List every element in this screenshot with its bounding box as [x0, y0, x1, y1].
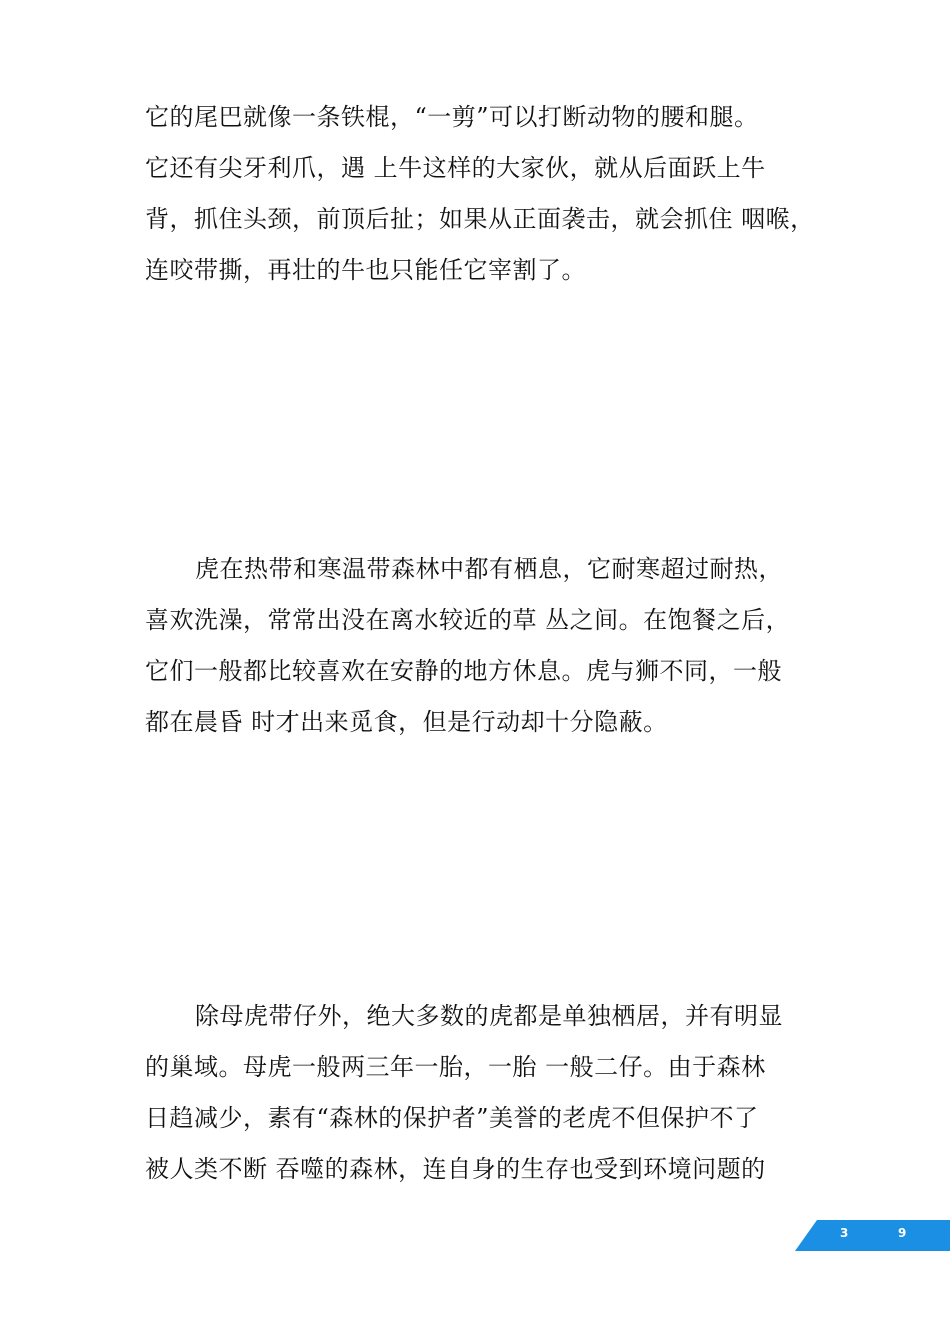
text-line: 除母虎带仔外，绝大多数的虎都是单独栖居，并有明显 — [195, 1002, 783, 1030]
text-line: 都在晨昏 时才出来觅食，但是行动却十分隐蔽。 — [145, 708, 668, 736]
text-line: 连咬带撕，再壮的牛也只能任它宰割了。 — [145, 256, 586, 284]
text-line: 被人类不断 吞噬的森林，连自身的生存也受到环境问题的 — [145, 1155, 766, 1183]
total-pages-number: 9 — [898, 1226, 907, 1240]
text-line: 的巢域。母虎一般两三年一胎，一胎 一般二仔。由于森林 — [145, 1053, 766, 1081]
current-page-number: 3 — [840, 1226, 849, 1240]
text-line: 它还有尖牙利爪，遇 上牛这样的大家伙，就从后面跃上牛 — [145, 154, 766, 182]
text-line: 虎在热带和寒温带森林中都有栖息，它耐寒超过耐热， — [195, 555, 783, 583]
text-line: 背，抓住头颈，前顶后扯；如果从正面袭击，就会抓住 咽喉， — [145, 205, 815, 233]
text-line: 喜欢洗澡，常常出没在离水较近的草 丛之间。在饱餐之后， — [145, 606, 791, 634]
paragraph-solitary-living — [145, 991, 815, 1195]
page-number-badge — [795, 1220, 950, 1251]
text-line: 它们一般都比较喜欢在安静的地方休息。虎与狮不同，一般 — [145, 657, 782, 685]
text-line: 日趋减少，素有“森林的保护者”美誉的老虎不但保护不了 — [145, 1104, 759, 1132]
paragraph-tail-claws — [145, 92, 815, 296]
text-line: 它的尾巴就像一条铁棍，“一剪”可以打断动物的腰和腿。 — [145, 103, 759, 131]
page-badge-shape — [795, 1220, 950, 1251]
paragraph-habitat — [145, 544, 815, 748]
